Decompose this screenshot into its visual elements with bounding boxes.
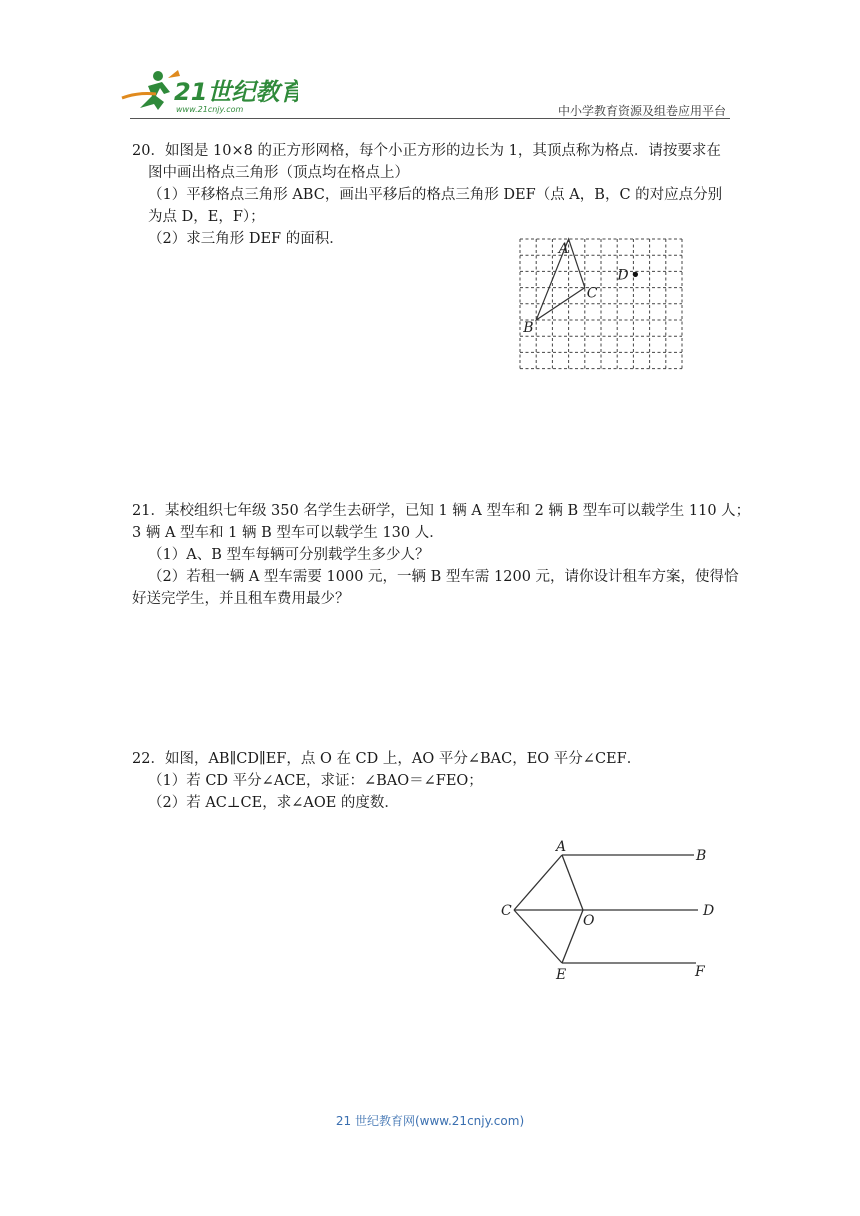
q22-parallel-lines-figure xyxy=(490,830,730,994)
platform-name: 中小学教育资源及组卷应用平台 xyxy=(557,104,726,118)
label-d: D xyxy=(703,903,715,919)
q20-line-5: （2）求三角形 DEF 的面积． xyxy=(148,231,344,247)
site-logo xyxy=(118,66,298,116)
label-b: B xyxy=(696,848,707,864)
q20-line-1: 20．如图是 10×8 的正方形网格，每个小正方形的边长为 1，其顶点称为格点．请按要求在 xyxy=(132,143,721,159)
label-f: F xyxy=(695,964,705,980)
segment-ao xyxy=(562,855,583,910)
label-o: O xyxy=(583,913,595,929)
page-footer: 21 世纪教育网(www.21cnjy.com) xyxy=(335,1114,525,1128)
q22-line-3: （2）若 AC⊥CE，求∠AOE 的度数． xyxy=(148,795,399,811)
label-d: D xyxy=(617,267,629,284)
q21-line-5: 好送完学生，并且租车费用最少？ xyxy=(132,591,350,607)
q21-line-3: （1）A、B 型车每辆可分别载学生多少人？ xyxy=(148,547,430,563)
q20-line-2: 图中画出格点三角形（顶点均在格点上） xyxy=(148,165,409,181)
label-b: B xyxy=(523,320,534,336)
logo-text: 21世纪教育 xyxy=(174,78,298,106)
logo-url: www.21cnjy.com xyxy=(176,105,244,114)
q22-line-2: （1）若 CD 平分∠ACE，求证：∠BAO＝∠FEO； xyxy=(148,773,483,789)
label-c: C xyxy=(586,285,598,302)
point-d-dot xyxy=(633,272,638,277)
q20-line-4: 为点 D，E，F）； xyxy=(148,209,265,225)
segment-ce xyxy=(514,910,562,963)
label-a: A xyxy=(556,839,567,855)
label-a: A xyxy=(558,241,569,257)
q20-line-3: （1）平移格点三角形 ABC，画出平移后的格点三角形 DEF（点 A，B，C 的对应点分别 xyxy=(148,187,723,203)
q21-line-4: （2）若租一辆 A 型车需要 1000 元，一辆 B 型车需 1200 元，请你设计租车方案，使得恰 xyxy=(148,569,739,585)
q21-line-2: 3 辆 A 型车和 1 辆 B 型车可以载学生 130 人． xyxy=(132,525,444,541)
q21-line-1: 21．某校组织七年级 350 名学生去研学，已知 1 辆 A 型车和 2 辆 B 型车可以载学生 110 人； xyxy=(132,503,751,519)
label-c: C xyxy=(501,903,512,919)
grid-lines xyxy=(520,239,682,369)
segment-eo xyxy=(562,910,583,963)
header-divider xyxy=(130,118,730,119)
label-e: E xyxy=(556,967,567,983)
q20-grid-figure xyxy=(510,232,700,386)
runner-icon xyxy=(122,70,180,110)
q22-line-1: 22．如图，AB∥CD∥EF，点 O 在 CD 上，AO 平分∠BAC，EO 平分∠CEF． xyxy=(132,751,642,767)
segment-ca xyxy=(514,855,562,910)
